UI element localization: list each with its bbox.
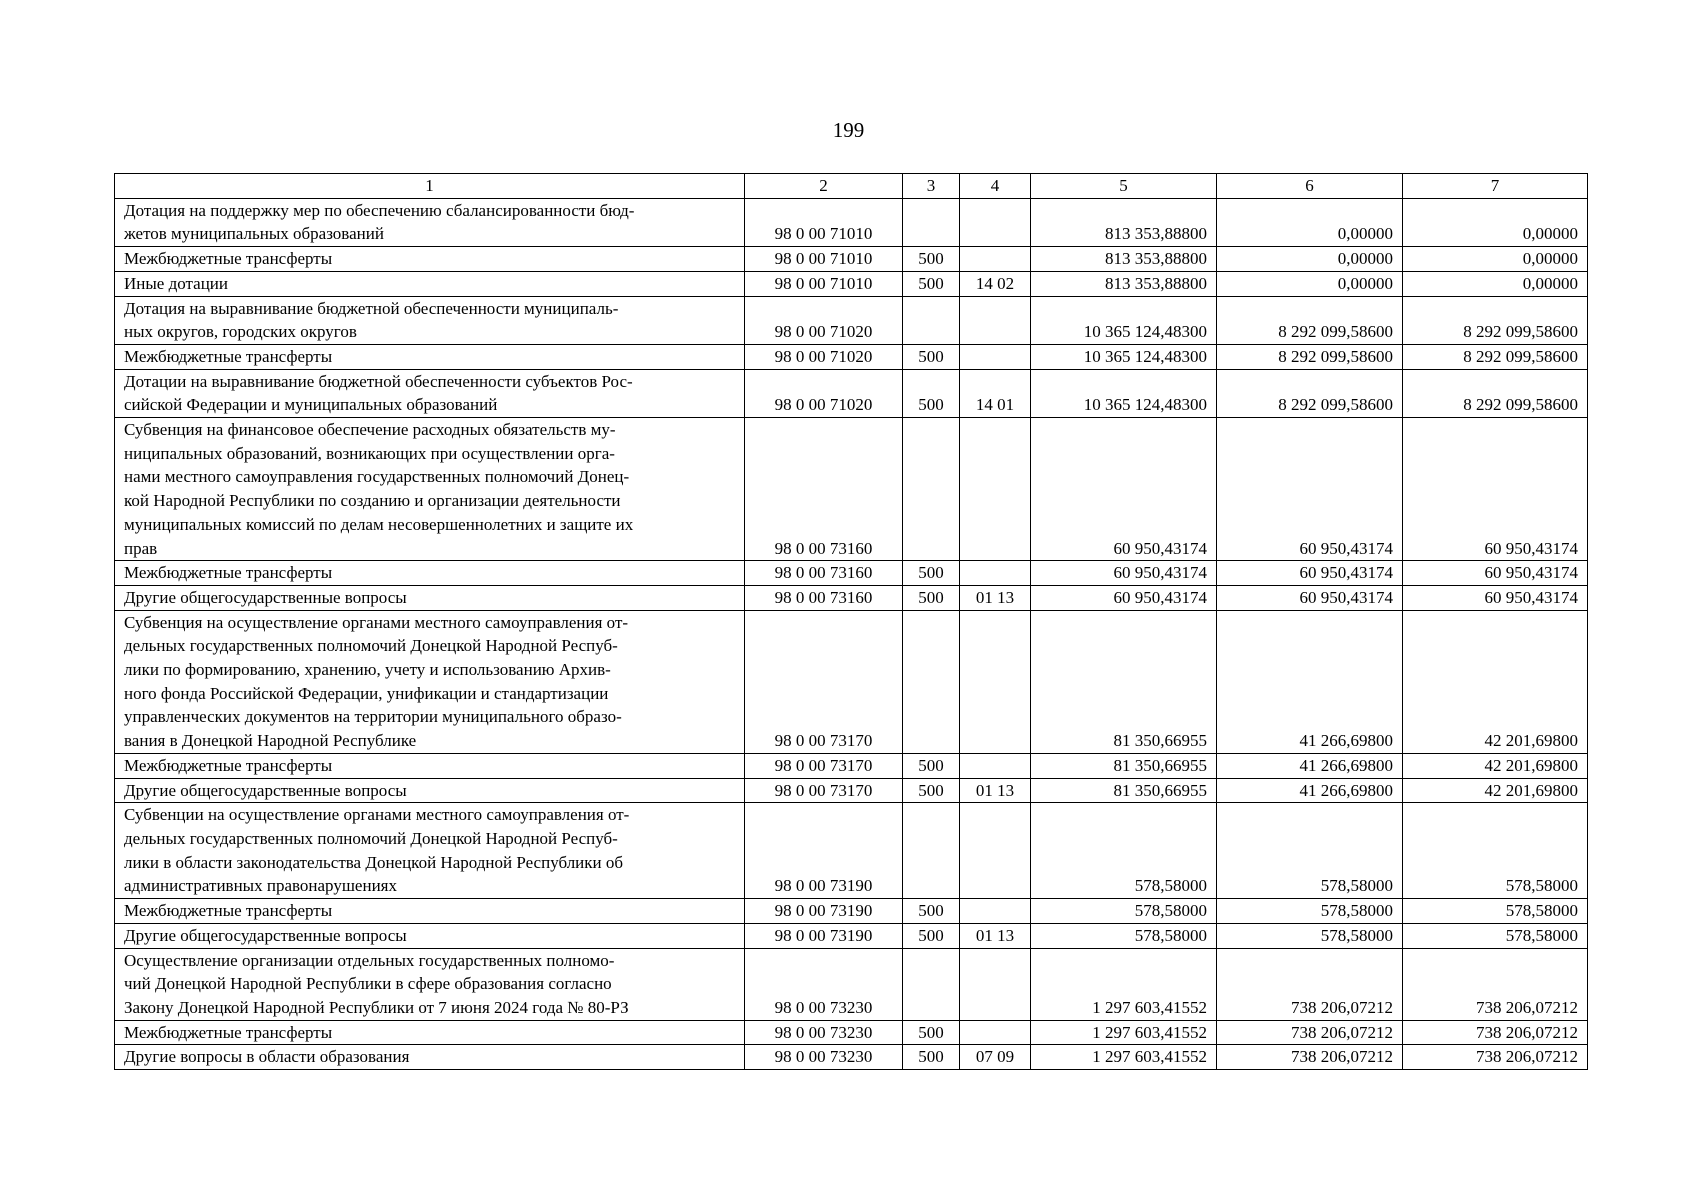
column-header: 1	[115, 174, 745, 199]
row-col7-value: 8 292 099,58600	[1403, 369, 1588, 417]
row-col3-cell: 500	[903, 247, 960, 272]
row-col6-value: 578,58000	[1217, 899, 1403, 924]
column-header: 4	[960, 174, 1031, 199]
row-col5-value: 1 297 603,41552	[1031, 1020, 1217, 1045]
row-col6-value: 60 950,43174	[1217, 585, 1403, 610]
row-name-cell: Межбюджетные трансферты	[115, 899, 745, 924]
row-col5-value: 1 297 603,41552	[1031, 948, 1217, 1020]
table-row	[115, 610, 1588, 753]
row-name-cell: Межбюджетные трансферты	[115, 247, 745, 272]
row-col3-cell: 500	[903, 369, 960, 417]
table-row	[115, 296, 1588, 344]
row-col7-value: 738 206,07212	[1403, 1045, 1588, 1070]
row-col4-cell	[960, 198, 1031, 246]
row-code-cell: 98 0 00 71010	[745, 247, 903, 272]
row-col3-cell: 500	[903, 561, 960, 586]
row-col7-value: 0,00000	[1403, 271, 1588, 296]
table-body	[115, 174, 1588, 1070]
row-col5-value: 60 950,43174	[1031, 585, 1217, 610]
row-col4-cell	[960, 610, 1031, 753]
table-row	[115, 1045, 1588, 1070]
row-name-cell: Дотация на поддержку мер по обеспечению сбалансированности бюд- жетов муниципальных образований	[115, 198, 745, 246]
row-col3-cell: 500	[903, 585, 960, 610]
row-col3-cell: 500	[903, 923, 960, 948]
table-row	[115, 344, 1588, 369]
row-code-cell: 98 0 00 73170	[745, 753, 903, 778]
row-col7-value: 42 201,69800	[1403, 610, 1588, 753]
row-col5-value: 813 353,88800	[1031, 247, 1217, 272]
column-header: 3	[903, 174, 960, 199]
row-code-cell: 98 0 00 73170	[745, 778, 903, 803]
row-name-cell: Межбюджетные трансферты	[115, 1020, 745, 1045]
row-code-cell: 98 0 00 73190	[745, 899, 903, 924]
row-col4-cell: 14 01	[960, 369, 1031, 417]
row-col5-value: 81 350,66955	[1031, 753, 1217, 778]
row-col7-value: 738 206,07212	[1403, 1020, 1588, 1045]
row-col7-value: 0,00000	[1403, 198, 1588, 246]
row-name-cell: Другие общегосударственные вопросы	[115, 778, 745, 803]
row-code-cell: 98 0 00 73160	[745, 561, 903, 586]
row-col6-value: 738 206,07212	[1217, 1045, 1403, 1070]
row-name-cell: Дотации на выравнивание бюджетной обеспеченности субъектов Рос- сийской Федерации и муниципальных образований	[115, 369, 745, 417]
budget-table	[114, 173, 1588, 1070]
row-code-cell: 98 0 00 73230	[745, 1020, 903, 1045]
row-col4-cell	[960, 753, 1031, 778]
row-col5-value: 81 350,66955	[1031, 778, 1217, 803]
table-row	[115, 418, 1588, 561]
row-name-cell: Другие общегосударственные вопросы	[115, 585, 745, 610]
row-col6-value: 738 206,07212	[1217, 1020, 1403, 1045]
row-col6-value: 0,00000	[1217, 271, 1403, 296]
row-name-cell: Субвенции на осуществление органами местного самоуправления от- дельных государственных полномочий Донецкой Народной Респуб- лики в области законодательства Донецкой Народной Республики об административных правонарушениях	[115, 803, 745, 899]
row-col3-cell	[903, 803, 960, 899]
row-col7-value: 42 201,69800	[1403, 778, 1588, 803]
row-col4-cell	[960, 899, 1031, 924]
table-header-row	[115, 174, 1588, 199]
row-col7-value: 42 201,69800	[1403, 753, 1588, 778]
row-col4-cell: 14 02	[960, 271, 1031, 296]
row-col3-cell: 500	[903, 899, 960, 924]
table-row	[115, 753, 1588, 778]
row-col3-cell	[903, 948, 960, 1020]
row-name-cell: Межбюджетные трансферты	[115, 753, 745, 778]
row-code-cell: 98 0 00 73160	[745, 585, 903, 610]
row-col6-value: 0,00000	[1217, 247, 1403, 272]
row-name-cell: Иные дотации	[115, 271, 745, 296]
row-col4-cell: 01 13	[960, 778, 1031, 803]
row-col4-cell	[960, 1020, 1031, 1045]
row-col3-cell	[903, 198, 960, 246]
table-row	[115, 899, 1588, 924]
row-col7-value: 60 950,43174	[1403, 561, 1588, 586]
row-col7-value: 60 950,43174	[1403, 418, 1588, 561]
row-col6-value: 41 266,69800	[1217, 753, 1403, 778]
column-header: 5	[1031, 174, 1217, 199]
row-col4-cell	[960, 803, 1031, 899]
row-col4-cell	[960, 561, 1031, 586]
row-col4-cell	[960, 948, 1031, 1020]
row-col5-value: 578,58000	[1031, 803, 1217, 899]
row-col5-value: 10 365 124,48300	[1031, 344, 1217, 369]
row-code-cell: 98 0 00 71020	[745, 344, 903, 369]
table-row	[115, 948, 1588, 1020]
row-name-cell: Межбюджетные трансферты	[115, 344, 745, 369]
table-row	[115, 247, 1588, 272]
row-col3-cell: 500	[903, 271, 960, 296]
table-row	[115, 271, 1588, 296]
row-code-cell: 98 0 00 73170	[745, 610, 903, 753]
row-col3-cell	[903, 418, 960, 561]
row-col7-value: 578,58000	[1403, 899, 1588, 924]
row-col5-value: 10 365 124,48300	[1031, 296, 1217, 344]
row-col4-cell	[960, 296, 1031, 344]
row-code-cell: 98 0 00 73230	[745, 1045, 903, 1070]
row-col3-cell: 500	[903, 778, 960, 803]
table-row	[115, 198, 1588, 246]
row-name-cell: Другие вопросы в области образования	[115, 1045, 745, 1070]
row-col6-value: 60 950,43174	[1217, 561, 1403, 586]
row-col7-value: 8 292 099,58600	[1403, 296, 1588, 344]
row-col4-cell: 01 13	[960, 585, 1031, 610]
table-row	[115, 561, 1588, 586]
row-code-cell: 98 0 00 71020	[745, 369, 903, 417]
row-col5-value: 813 353,88800	[1031, 271, 1217, 296]
row-col5-value: 578,58000	[1031, 923, 1217, 948]
row-col6-value: 41 266,69800	[1217, 778, 1403, 803]
table-row	[115, 803, 1588, 899]
column-header: 2	[745, 174, 903, 199]
row-col3-cell: 500	[903, 1020, 960, 1045]
row-code-cell: 98 0 00 73190	[745, 923, 903, 948]
row-col5-value: 81 350,66955	[1031, 610, 1217, 753]
row-col4-cell: 01 13	[960, 923, 1031, 948]
row-col7-value: 8 292 099,58600	[1403, 344, 1588, 369]
row-col6-value: 8 292 099,58600	[1217, 344, 1403, 369]
row-name-cell: Субвенция на финансовое обеспечение расходных обязательств му- ниципальных образований, возникающих при осуществлении орга- нами местного самоуправления государственных полномочий Донец- кой Народной Республики по созданию и организации деятельности муниципальных комиссий по делам несовершеннолетних и защите их прав	[115, 418, 745, 561]
row-col3-cell: 500	[903, 344, 960, 369]
row-col5-value: 60 950,43174	[1031, 561, 1217, 586]
row-name-cell: Другие общегосударственные вопросы	[115, 923, 745, 948]
row-name-cell: Субвенция на осуществление органами местного самоуправления от- дельных государственных полномочий Донецкой Народной Респуб- лики по формированию, хранению, учету и использованию Архив- ного фонда Российской Федерации, унификации и стандартизации управленческих документов на территории муниципального образо- вания в Донецкой Народной Республике	[115, 610, 745, 753]
row-col7-value: 578,58000	[1403, 803, 1588, 899]
row-col6-value: 60 950,43174	[1217, 418, 1403, 561]
row-col5-value: 813 353,88800	[1031, 198, 1217, 246]
row-col4-cell: 07 09	[960, 1045, 1031, 1070]
row-code-cell: 98 0 00 71010	[745, 198, 903, 246]
row-col5-value: 578,58000	[1031, 899, 1217, 924]
row-name-cell: Дотация на выравнивание бюджетной обеспеченности муниципаль- ных округов, городских округов	[115, 296, 745, 344]
row-code-cell: 98 0 00 73230	[745, 948, 903, 1020]
row-col6-value: 578,58000	[1217, 923, 1403, 948]
row-col3-cell	[903, 296, 960, 344]
row-col5-value: 10 365 124,48300	[1031, 369, 1217, 417]
row-col4-cell	[960, 418, 1031, 561]
row-col4-cell	[960, 344, 1031, 369]
page-number: 199	[832, 118, 865, 142]
row-code-cell: 98 0 00 71020	[745, 296, 903, 344]
row-col5-value: 60 950,43174	[1031, 418, 1217, 561]
row-col6-value: 0,00000	[1217, 198, 1403, 246]
row-code-cell: 98 0 00 73160	[745, 418, 903, 561]
column-header: 6	[1217, 174, 1403, 199]
row-code-cell: 98 0 00 71010	[745, 271, 903, 296]
row-col4-cell	[960, 247, 1031, 272]
row-name-cell: Межбюджетные трансферты	[115, 561, 745, 586]
row-col7-value: 0,00000	[1403, 247, 1588, 272]
row-col6-value: 738 206,07212	[1217, 948, 1403, 1020]
row-col6-value: 578,58000	[1217, 803, 1403, 899]
column-header: 7	[1403, 174, 1588, 199]
row-col6-value: 8 292 099,58600	[1217, 369, 1403, 417]
table-row	[115, 369, 1588, 417]
row-col6-value: 41 266,69800	[1217, 610, 1403, 753]
row-col7-value: 60 950,43174	[1403, 585, 1588, 610]
row-col3-cell: 500	[903, 1045, 960, 1070]
table-row	[115, 778, 1588, 803]
row-col7-value: 578,58000	[1403, 923, 1588, 948]
row-col3-cell	[903, 610, 960, 753]
table-row	[115, 923, 1588, 948]
row-code-cell: 98 0 00 73190	[745, 803, 903, 899]
row-col7-value: 738 206,07212	[1403, 948, 1588, 1020]
table-row	[115, 585, 1588, 610]
row-col6-value: 8 292 099,58600	[1217, 296, 1403, 344]
table-row	[115, 1020, 1588, 1045]
row-name-cell: Осуществление организации отдельных государственных полномо- чий Донецкой Народной Республики в сфере образования согласно Закону Донецкой Народной Республики от 7 июня 2024 года № 80-РЗ	[115, 948, 745, 1020]
row-col3-cell: 500	[903, 753, 960, 778]
row-col5-value: 1 297 603,41552	[1031, 1045, 1217, 1070]
